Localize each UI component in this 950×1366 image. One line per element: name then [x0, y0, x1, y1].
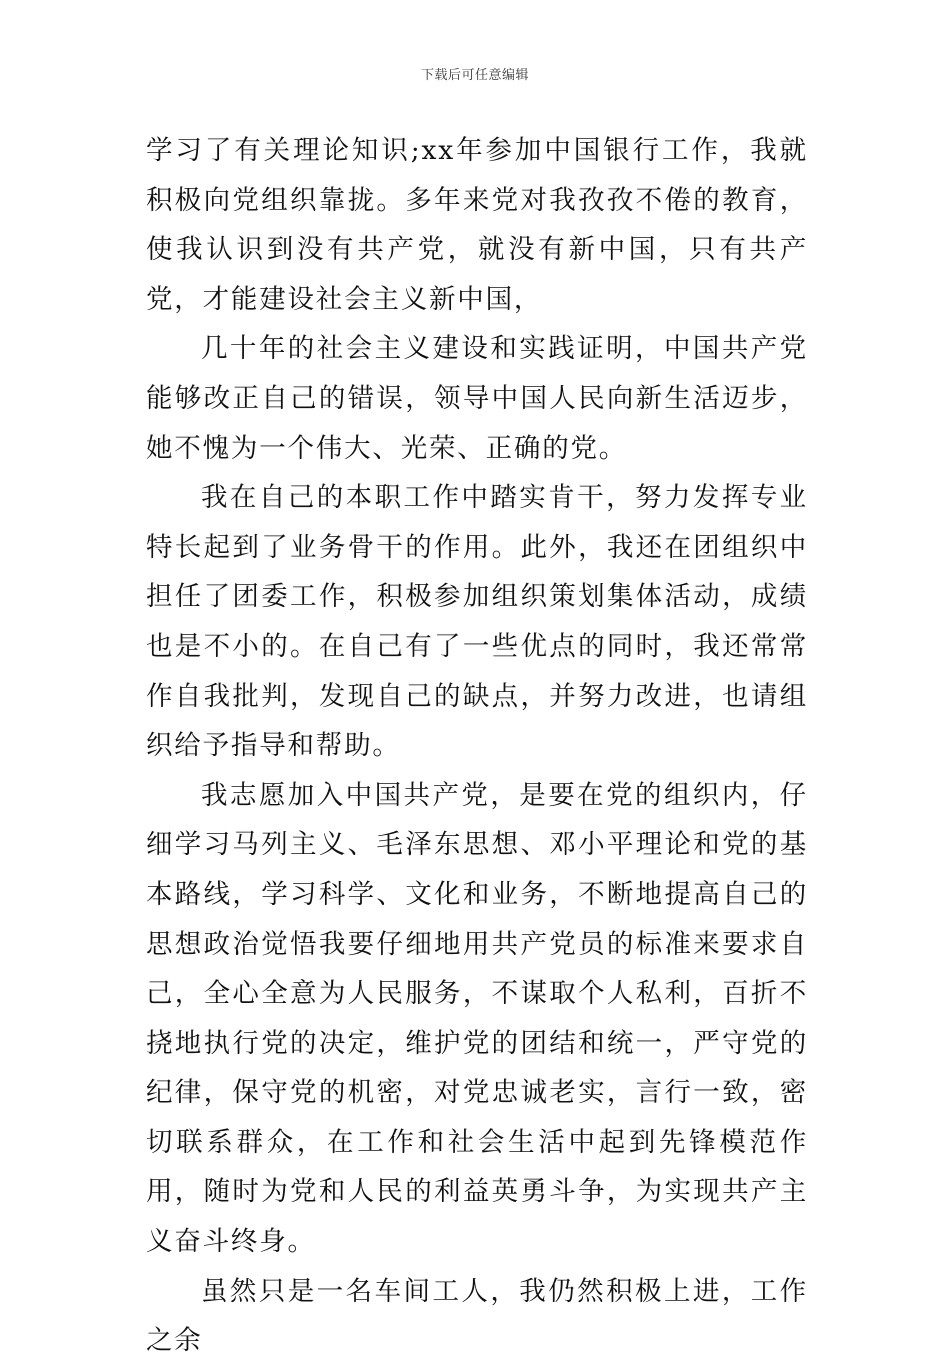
- paragraph-1: 学习了有关理论知识;xx年参加中国银行工作，我就积极向党组织靠拢。多年来党对我孜孜不倦的教育，使我认识到没有共产党，就没有新中国，只有共产党，才能建设社会主义新中国，: [146, 135, 808, 315]
- paragraph-4: 我志愿加入中国共产党，是要在党的组织内，仔细学习马列主义、毛泽东思想、邓小平理论和党的基本路线，学习科学、文化和业务，不断地提高自己的思想政治觉悟我要仔细地用共产党员的标准来要求自己，全心全意为人民服务，不谋取个人私利，百折不挠地执行党的决定，维护党的团结和统一，严守党的纪律，保守党的机密，对党忠诚老实，言行一致，密切联系群众，在工作和社会生活中起到先锋模范作用，随时为党和人民的利益英勇斗争，为实现共产主义奋斗终身。: [146, 779, 808, 1258]
- paragraph-5: 虽然只是一名车间工人，我仍然积极上进，工作之余: [146, 1275, 808, 1357]
- paragraph-3: 我在自己的本职工作中踏实肯干，努力发挥专业特长起到了业务骨干的作用。此外，我还在团组织中担任了团委工作，积极参加组织策划集体活动，成绩也是不小的。在自己有了一些优点的同时，我还常常作自我批判，发现自己的缺点，并努力改进，也请组织给予指导和帮助。: [146, 482, 808, 762]
- paragraph-2: 几十年的社会主义建设和实践证明，中国共产党能够改正自己的错误，领导中国人民向新生活迈步，她不愧为一个伟大、光荣、正确的党。: [146, 333, 808, 464]
- document-body: [146, 126, 808, 1366]
- page-header: 下载后可任意编辑: [420, 68, 529, 83]
